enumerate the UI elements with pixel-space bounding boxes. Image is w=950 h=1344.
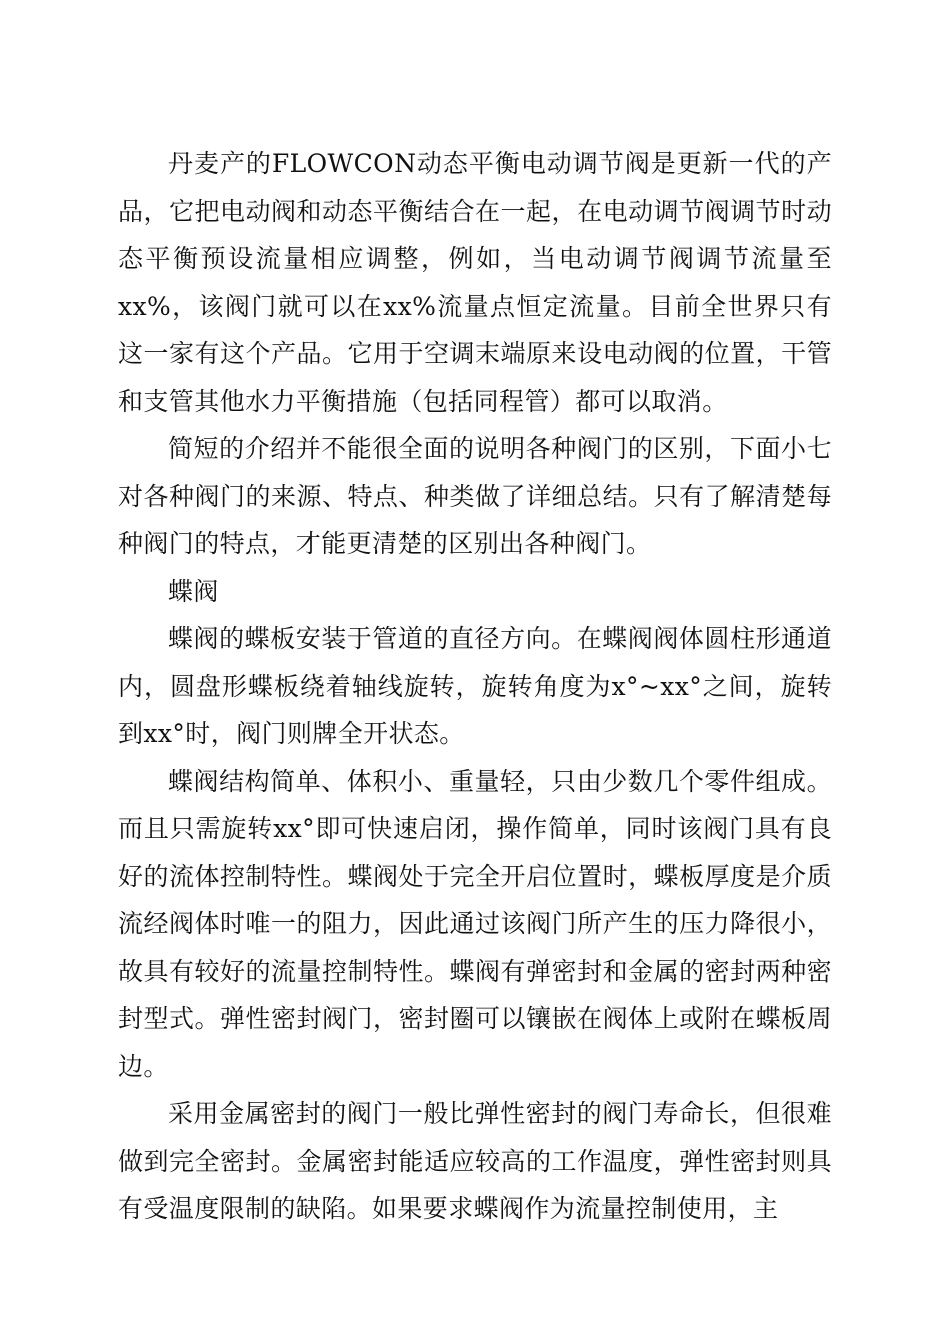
paragraph-butterfly-structure: 蝶阀结构简单、体积小、重量轻，只由少数几个零件组成。而且只需旋转xx°即可快速启闭，操作简单，同时该阀门具有良好的流体控制特性。蝶阀处于完全开启位置时，蝶板厚度是介质流经阀体时唯一的阻力，因此通过该阀门所产生的压力降很小，故具有较好的流量控制特性。蝶阀有弹密封和金属的密封两种密封型式。弹性密封阀门，密封圈可以镶嵌在阀体上或附在蝶板周边。 <box>118 766 832 1081</box>
document-body <box>118 140 832 1233</box>
paragraph-butterfly-definition: 蝶阀的蝶板安装于管道的直径方向。在蝶阀阀体圆柱形通道内，圆盘形蝶板绕着轴线旋转，旋转角度为x°~xx°之间，旋转到xx°时，阀门则牌全开状态。 <box>118 624 832 748</box>
paragraph-valve-summary: 简短的介绍并不能很全面的说明各种阀门的区别，下面小七对各种阀门的来源、特点、种类做了详细总结。只有了解清楚每种阀门的特点，才能更清楚的区别出各种阀门。 <box>118 434 832 558</box>
paragraph-metal-seal: 采用金属密封的阀门一般比弹性密封的阀门寿命长，但很难做到完全密封。金属密封能适应较高的工作温度，弹性密封则具有受温度限制的缺陷。如果要求蝶阀作为流量控制使用，主 <box>118 1099 832 1223</box>
section-heading-butterfly-valve: 蝶阀 <box>168 576 219 606</box>
paragraph-flowcon-intro: 丹麦产的FLOWCON动态平衡电动调节阀是更新一代的产品，它把电动阀和动态平衡结合在一起，在电动调节阀调节时动态平衡预设流量相应调整，例如，当电动调节阀调节流量至xx%，该阀门就可以在xx%流量点恒定流量。目前全世界只有这一家有这个产品。它用于空调末端原来设电动阀的位置，干管和支管其他水力平衡措施（包括同程管）都可以取消。 <box>118 149 832 416</box>
